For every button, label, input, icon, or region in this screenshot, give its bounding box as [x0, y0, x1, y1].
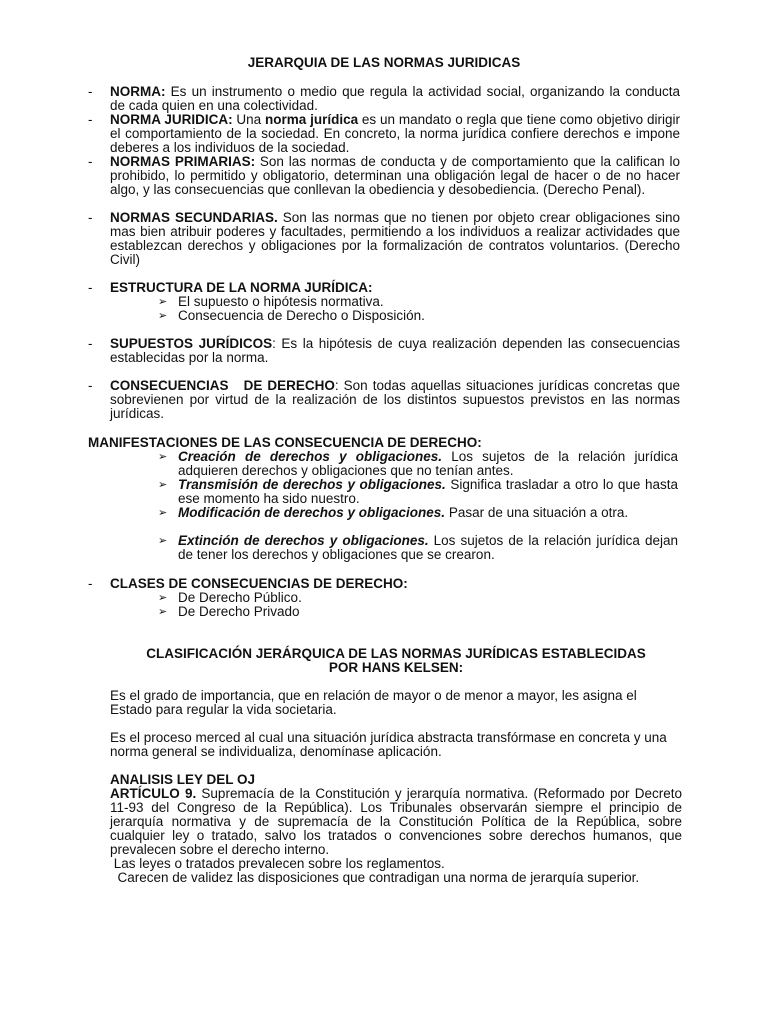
arrow-bullet-icon: ➢	[158, 535, 168, 547]
section-estructura	[88, 281, 680, 295]
section-clases	[88, 577, 680, 591]
arrow-bullet-icon: ➢	[158, 310, 168, 322]
manifestacion-text: Pasar de una situación a otra.	[445, 505, 629, 520]
articulo-9-paragraph	[110, 787, 682, 857]
kelsen-heading-line2: POR HANS KELSEN:	[328, 660, 464, 675]
text-normas-primarias: Son las normas de conducta y de comportamiento que la califican lo prohibido, lo permitido y obligatorio, determinan una obligación legal de hacer o de no hacer algo, y las consecuencias que conllevan la obediencia y desobediencia. (Derecho Penal).	[110, 154, 680, 197]
definition-norma-juridica	[88, 113, 680, 155]
clases-item	[158, 591, 678, 605]
text-norma-juridica-b: es un mandato o regla que tiene como objetivo dirigir el comportamiento de la sociedad. En concreto, la norma jurídica confiere derechos e impone deberes a los individuos de la sociedad.	[110, 112, 680, 155]
text-normas-secundarias: Son las normas que no tienen por objeto crear obligaciones sino mas bien atribuir poderes y facultades, permitiendo a los individuos a realizar actividades que establezcan derechos y obligaciones por la formalización de contratos voluntarios. (Derecho Civil)	[110, 210, 681, 267]
kelsen-heading-line1: CLASIFICACIÓN JERÁRQUICA DE LAS NORMAS JURÍDICAS ESTABLECIDAS	[146, 646, 646, 661]
estructura-heading: ESTRUCTURA DE LA NORMA JURÍDICA:	[110, 280, 373, 295]
term-norma-juridica: NORMA JURIDICA:	[110, 112, 233, 127]
arrow-bullet-icon: ➢	[158, 592, 168, 604]
term-normas-primarias: NORMAS PRIMARIAS:	[110, 154, 256, 169]
manifestacion-term: Transmisión de derechos y obligaciones.	[178, 477, 446, 492]
analisis-line-3: Carecen de validez las disposiciones que contradigan una norma de jerarquía superior.	[110, 870, 640, 885]
bullet-dash: -	[88, 154, 93, 169]
text-norma: Es un instrumento o medio que regula la actividad social, organizando la conducta de cada quien en una colectividad.	[110, 84, 680, 113]
bullet-dash: -	[88, 210, 93, 225]
estructura-item-text: El supuesto o hipótesis normativa.	[178, 294, 384, 309]
arrow-bullet-icon: ➢	[158, 479, 168, 491]
text-norma-juridica-a: Una	[232, 112, 265, 127]
definition-normas-primarias	[88, 155, 680, 197]
text-supuestos: : Es la hipótesis de cuya realización dependen las consecuencias establecidas por la norma.	[110, 336, 680, 365]
clases-heading: CLASES DE CONSECUENCIAS DE DERECHO:	[110, 576, 408, 591]
manifestacion-term: Extinción de derechos y obligaciones.	[178, 533, 429, 548]
manifestaciones-heading: MANIFESTACIONES DE LAS CONSECUENCIA DE DERECHO:	[88, 435, 482, 450]
analisis-line-2: Las leyes o tratados prevalecen sobre los reglamentos.	[110, 856, 445, 871]
estructura-item	[158, 295, 678, 309]
arrow-bullet-icon: ➢	[158, 451, 168, 463]
manifestacion-term: Creación de derechos y obligaciones.	[178, 449, 443, 464]
clases-item-text: De Derecho Privado	[178, 604, 300, 619]
articulo-9-text: Supremacía de la Constitución y jerarquía normativa. (Reformado por Decreto 11-93 del Congreso de la República). Los Tribunales observarán siempre el principio de jerarquía normativa y de supremacía de la Constitución Política de la República, sobre cualquier ley o tratado, salvo los tratados o convenciones sobre derechos humanos, que prevalecen sobre el derecho interno.	[110, 786, 682, 857]
term-supuestos: SUPUESTOS JURÍDICOS	[110, 336, 273, 351]
articulo-9-term: ARTÍCULO 9.	[110, 786, 197, 801]
document-title: JERARQUIA DE LAS NORMAS JURIDICAS	[247, 55, 521, 70]
bullet-dash: -	[88, 84, 93, 99]
manifestacion-item	[158, 534, 678, 562]
kelsen-paragraph-2: Es el proceso merced al cual una situación jurídica abstracta transfórmase en concreta y una norma general se individualiza, denomínase aplicación.	[110, 730, 667, 759]
definition-consecuencias	[88, 379, 680, 421]
manifestacion-item	[158, 506, 678, 520]
kelsen-paragraph-1: Es el grado de importancia, que en relación de mayor o de menor a mayor, les asigna el Estado para regular la vida societaria.	[110, 688, 637, 717]
arrow-bullet-icon: ➢	[158, 296, 168, 308]
manifestacion-text: Los sujetos de la relación jurídica adquieren derechos y obligaciones que no tenían antes.	[178, 449, 678, 478]
manifestacion-text: Significa trasladar a otro lo que hasta ese momento ha sido nuestro.	[178, 477, 678, 506]
term-consecuencias: CONSECUENCIAS DE DERECHO	[110, 378, 335, 393]
term-normas-secundarias: NORMAS SECUNDARIAS.	[110, 210, 278, 225]
manifestacion-term: Modificación de derechos y obligaciones.	[178, 505, 446, 520]
estructura-item-text: Consecuencia de Derecho o Disposición.	[178, 308, 425, 323]
arrow-bullet-icon: ➢	[158, 507, 168, 519]
text-norma-juridica-bold: norma jurídica	[265, 112, 359, 127]
definition-norma	[88, 85, 680, 113]
bullet-dash: -	[88, 112, 93, 127]
kelsen-heading	[110, 647, 682, 675]
manifestacion-item	[158, 478, 678, 506]
definition-supuestos	[88, 337, 680, 365]
bullet-dash: -	[88, 280, 93, 295]
bullet-dash: -	[88, 576, 93, 591]
term-norma: NORMA:	[110, 84, 166, 99]
manifestacion-item	[158, 450, 678, 478]
definition-normas-secundarias	[88, 211, 680, 267]
bullet-dash: -	[88, 378, 93, 393]
manifestacion-text: Los sujetos de la relación jurídica dejan de tener los derechos y obligaciones que se crearon.	[178, 533, 678, 562]
estructura-item	[158, 309, 678, 323]
clases-item	[158, 605, 678, 619]
analisis-heading: ANALISIS LEY DEL OJ	[110, 772, 256, 787]
text-consecuencias: : Son todas aquellas situaciones jurídicas concretas que sobrevienen por virtud de la realización de los distintos supuestos previstos en las normas jurídicas.	[110, 378, 680, 421]
bullet-dash: -	[88, 336, 93, 351]
clases-item-text: De Derecho Público.	[178, 590, 302, 605]
arrow-bullet-icon: ➢	[158, 606, 168, 618]
